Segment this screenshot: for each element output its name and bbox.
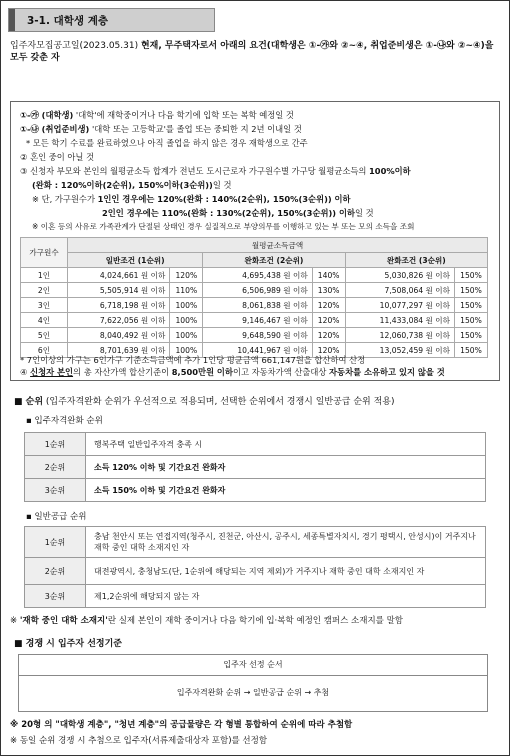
general-rank-title: ▪ 일반공급 순위 <box>26 512 87 522</box>
criterion-3-tail: 일 것 <box>212 180 232 190</box>
criterion-1a-text: '대학'에 재학중이거나 다음 학기에 입학 또는 복학 예정일 것 <box>73 110 294 120</box>
criterion-1a-label: ①-㉮ (대학생) <box>20 110 74 120</box>
relax-rank-title: ▪ 입주자격완화 순위 <box>26 416 103 426</box>
note2-bold: 2인인 경우에는 110%(완화 : 130%(2순위), 150%(3순위)) 이하 <box>102 208 355 218</box>
income-row <box>21 283 488 298</box>
general-amount: 7,622,056 원 이하 <box>68 313 170 328</box>
criterion-3-text: ③ 신청자 부모와 본인의 월평균소득 합계가 전년도 도시근로자 가구원수별 가구당 월평균소득의 <box>20 166 370 176</box>
intro-bold: 현재, 무주택자로서 아래의 요건(대학생은 ①-㉮와 ②~④, 취업준비생은 ①-㉯와 ②~④)을 모두 갖춘 자 <box>10 41 494 63</box>
rank-description: 충남 천안시 또는 연접지역(청주시, 진천군, 아산시, 공주시, 세종특별자치시, 경기 평택시, 안성시)이 거주지나 재학 중인 대학 소재지인 자 <box>86 527 486 558</box>
relax2-amount: 6,506,989 원 이하 <box>203 283 312 298</box>
intro-paragraph <box>10 40 500 64</box>
selection-note-1: ※ 20형 의 "대학생 계층", "청년 계층"의 공급물량은 각 형별 통합하여 순위에 따라 추첨함 <box>10 720 353 730</box>
relax2-pct: 120% <box>312 343 345 358</box>
selection-heading: ■ 경쟁 시 입주자 선정기준 <box>14 639 122 649</box>
criterion-3-limit: 100%이하 <box>369 166 411 176</box>
c4-self: 신청자 본인 <box>30 367 74 377</box>
general-pct: 100% <box>170 298 203 313</box>
criterion-3-line1 <box>20 165 411 177</box>
household-cell: 1인 <box>21 268 68 283</box>
relax3-amount: 13,052,459 원 이하 <box>345 343 454 358</box>
c4-num: ④ <box>20 367 31 377</box>
general-amount: 4,024,661 원 이하 <box>68 268 170 283</box>
campus-note-text: 란 실제 본인이 재학 중이거나 다음 학기에 입·복학 예정인 캠퍼스 소재지를 말함 <box>107 616 403 626</box>
rank-label: 2순위 <box>25 456 86 479</box>
rank-label: 1순위 <box>25 433 86 456</box>
criterion-3-line2 <box>32 179 232 191</box>
rank-row <box>25 585 486 608</box>
criterion-1b-text: '대학 또는 고등학교'를 졸업 또는 중퇴한 지 2년 이내일 것 <box>89 124 302 134</box>
selection-note-2: ※ 동일 순위 경쟁 시 추첨으로 입주자(서류제출대상자 포함)를 선정함 <box>10 736 268 746</box>
relax2-amount: 4,695,438 원 이하 <box>203 268 312 283</box>
relax3-pct: 150% <box>454 298 487 313</box>
relax3-amount: 12,060,738 원 이하 <box>345 328 454 343</box>
relax3-amount: 10,077,297 원 이하 <box>345 298 454 313</box>
section-title-text: 3-1. 대학생 계층 <box>27 15 108 27</box>
relax2-amount: 10,441,967 원 이하 <box>203 343 312 358</box>
general-pct: 100% <box>170 328 203 343</box>
income-row <box>21 268 488 283</box>
campus-note-term: '재학 중인 대학 소재지' <box>19 616 108 626</box>
criterion-1a <box>20 109 294 121</box>
title-accent-bar <box>9 9 15 31</box>
general-pct: 100% <box>170 313 203 328</box>
general-amount: 8,040,492 원 이하 <box>68 328 170 343</box>
col-general: 일반조건 (1순위) <box>68 253 203 268</box>
c4-car: 자동차를 소유하고 있지 않을 것 <box>329 367 445 377</box>
general-amount: 6,718,198 원 이하 <box>68 298 170 313</box>
income-row <box>21 298 488 313</box>
criterion-2: ② 혼인 중이 아닐 것 <box>20 152 95 162</box>
c4-text1: 의 총 자산가액 합산기준이 <box>73 367 172 377</box>
ranking-heading <box>14 394 395 407</box>
relax3-pct: 150% <box>454 283 487 298</box>
selection-box-title: 입주자 선정 순서 <box>19 655 487 676</box>
relax3-amount: 5,030,826 원 이하 <box>345 268 454 283</box>
rank-description: 소득 120% 이하 및 기간요건 완화자 <box>86 456 486 479</box>
col-relax2: 완화조건 (2순위) <box>203 253 345 268</box>
relax2-pct: 140% <box>312 268 345 283</box>
criterion-4 <box>20 366 445 378</box>
selection-flow: 입주자격완화 순위 → 일반공급 순위 → 추첨 <box>176 688 330 697</box>
relax3-amount: 7,508,064 원 이하 <box>345 283 454 298</box>
relax2-pct: 130% <box>312 283 345 298</box>
relax2-pct: 120% <box>312 313 345 328</box>
rank-label: 2순위 <box>25 558 86 585</box>
general-pct: 110% <box>170 283 203 298</box>
criterion-1b <box>20 123 302 135</box>
note1-prefix: ※ 단, 가구원수가 <box>32 194 98 204</box>
criterion-3-relax: (완화 : 120%이하(2순위), 150%이하(3순위)) <box>32 180 213 190</box>
income-row <box>21 313 488 328</box>
relax3-amount: 11,433,084 원 이하 <box>345 313 454 328</box>
rank-description: 제1,2순위에 해당되지 않는 자 <box>86 585 486 608</box>
household-cell: 6인 <box>21 343 68 358</box>
note1-bold: 1인인 경우에는 120%(완화 : 140%(2순위), 150%(3순위)) 이하 <box>97 194 351 204</box>
criterion-1b-label: ①-㉯ (취업준비생) <box>20 124 90 134</box>
ranking-heading-label: ■ 순위 <box>14 397 44 407</box>
household-cell: 5인 <box>21 328 68 343</box>
rank-row <box>25 527 486 558</box>
section-title <box>8 8 215 32</box>
general-rank-table <box>24 526 486 608</box>
col-household: 가구원수 <box>21 238 68 268</box>
col-relax3: 완화조건 (3순위) <box>345 253 487 268</box>
relax2-pct: 120% <box>312 328 345 343</box>
rank-label: 3순위 <box>25 479 86 502</box>
selection-box <box>18 654 488 712</box>
campus-note <box>10 614 403 626</box>
criterion-1-note: * 모든 학기 수료를 완료하였으나 아직 졸업을 하지 않은 경우 재학생으로 간주 <box>26 138 308 148</box>
relax2-amount: 9,648,590 원 이하 <box>203 328 312 343</box>
general-pct: 100% <box>170 343 203 358</box>
household-cell: 4인 <box>21 313 68 328</box>
criterion-3-note3: ※ 이혼 등의 사유로 가족관계가 단절된 상태인 경우 실질적으로 부양의무를 이행하고 있는 부 또는 모의 소득을 조회 <box>32 222 415 231</box>
c4-asset-limit: 8,500만원 이하 <box>171 367 233 377</box>
general-amount: 5,505,914 원 이하 <box>68 283 170 298</box>
rank-label: 1순위 <box>25 527 86 558</box>
household-cell: 3인 <box>21 298 68 313</box>
col-group: 월평균소득금액 <box>68 238 488 253</box>
criterion-3-note1 <box>32 193 351 205</box>
rank-row <box>25 558 486 585</box>
campus-note-mark: ※ <box>10 616 20 626</box>
rank-label: 3순위 <box>25 585 86 608</box>
ranking-heading-note: (입주자격완화 순위가 우선적으로 적용되며, 선택한 순위에서 경쟁시 일반공급 순위 적용) <box>43 397 395 407</box>
rank-description: 행복주택 일반입주자격 충족 시 <box>86 433 486 456</box>
intro-prefix: 입주자모집공고일(2023.05.31) <box>10 41 141 51</box>
relax3-pct: 150% <box>454 328 487 343</box>
rank-row <box>25 433 486 456</box>
relax3-pct: 150% <box>454 343 487 358</box>
general-amount: 8,701,639 원 이하 <box>68 343 170 358</box>
income-row <box>21 328 488 343</box>
income-table <box>20 237 488 358</box>
relax2-amount: 8,061,838 원 이하 <box>203 298 312 313</box>
relax3-pct: 150% <box>454 268 487 283</box>
general-pct: 120% <box>170 268 203 283</box>
relax3-pct: 150% <box>454 313 487 328</box>
rank-row <box>25 456 486 479</box>
criterion-3-note2 <box>102 207 374 219</box>
relax2-amount: 9,146,467 원 이하 <box>203 313 312 328</box>
note2-tail: 일 것 <box>354 208 374 218</box>
criterion-3-footnote: * 7인이상의 가구는 6인가구 기준소득금액에 추가 1인당 평균금액 661,147원을 합산하여 산정 <box>20 355 366 365</box>
rank-row <box>25 479 486 502</box>
relax-rank-table <box>24 432 486 502</box>
relax2-pct: 120% <box>312 298 345 313</box>
rank-description: 소득 150% 이하 및 기간요건 완화자 <box>86 479 486 502</box>
c4-text2: 이고 자동차가액 산출대상 <box>232 367 330 377</box>
rank-description: 대전광역시, 충청남도(단, 1순위에 해당되는 지역 제외)가 거주지나 재학 중인 대학 소재지인 자 <box>86 558 486 585</box>
household-cell: 2인 <box>21 283 68 298</box>
